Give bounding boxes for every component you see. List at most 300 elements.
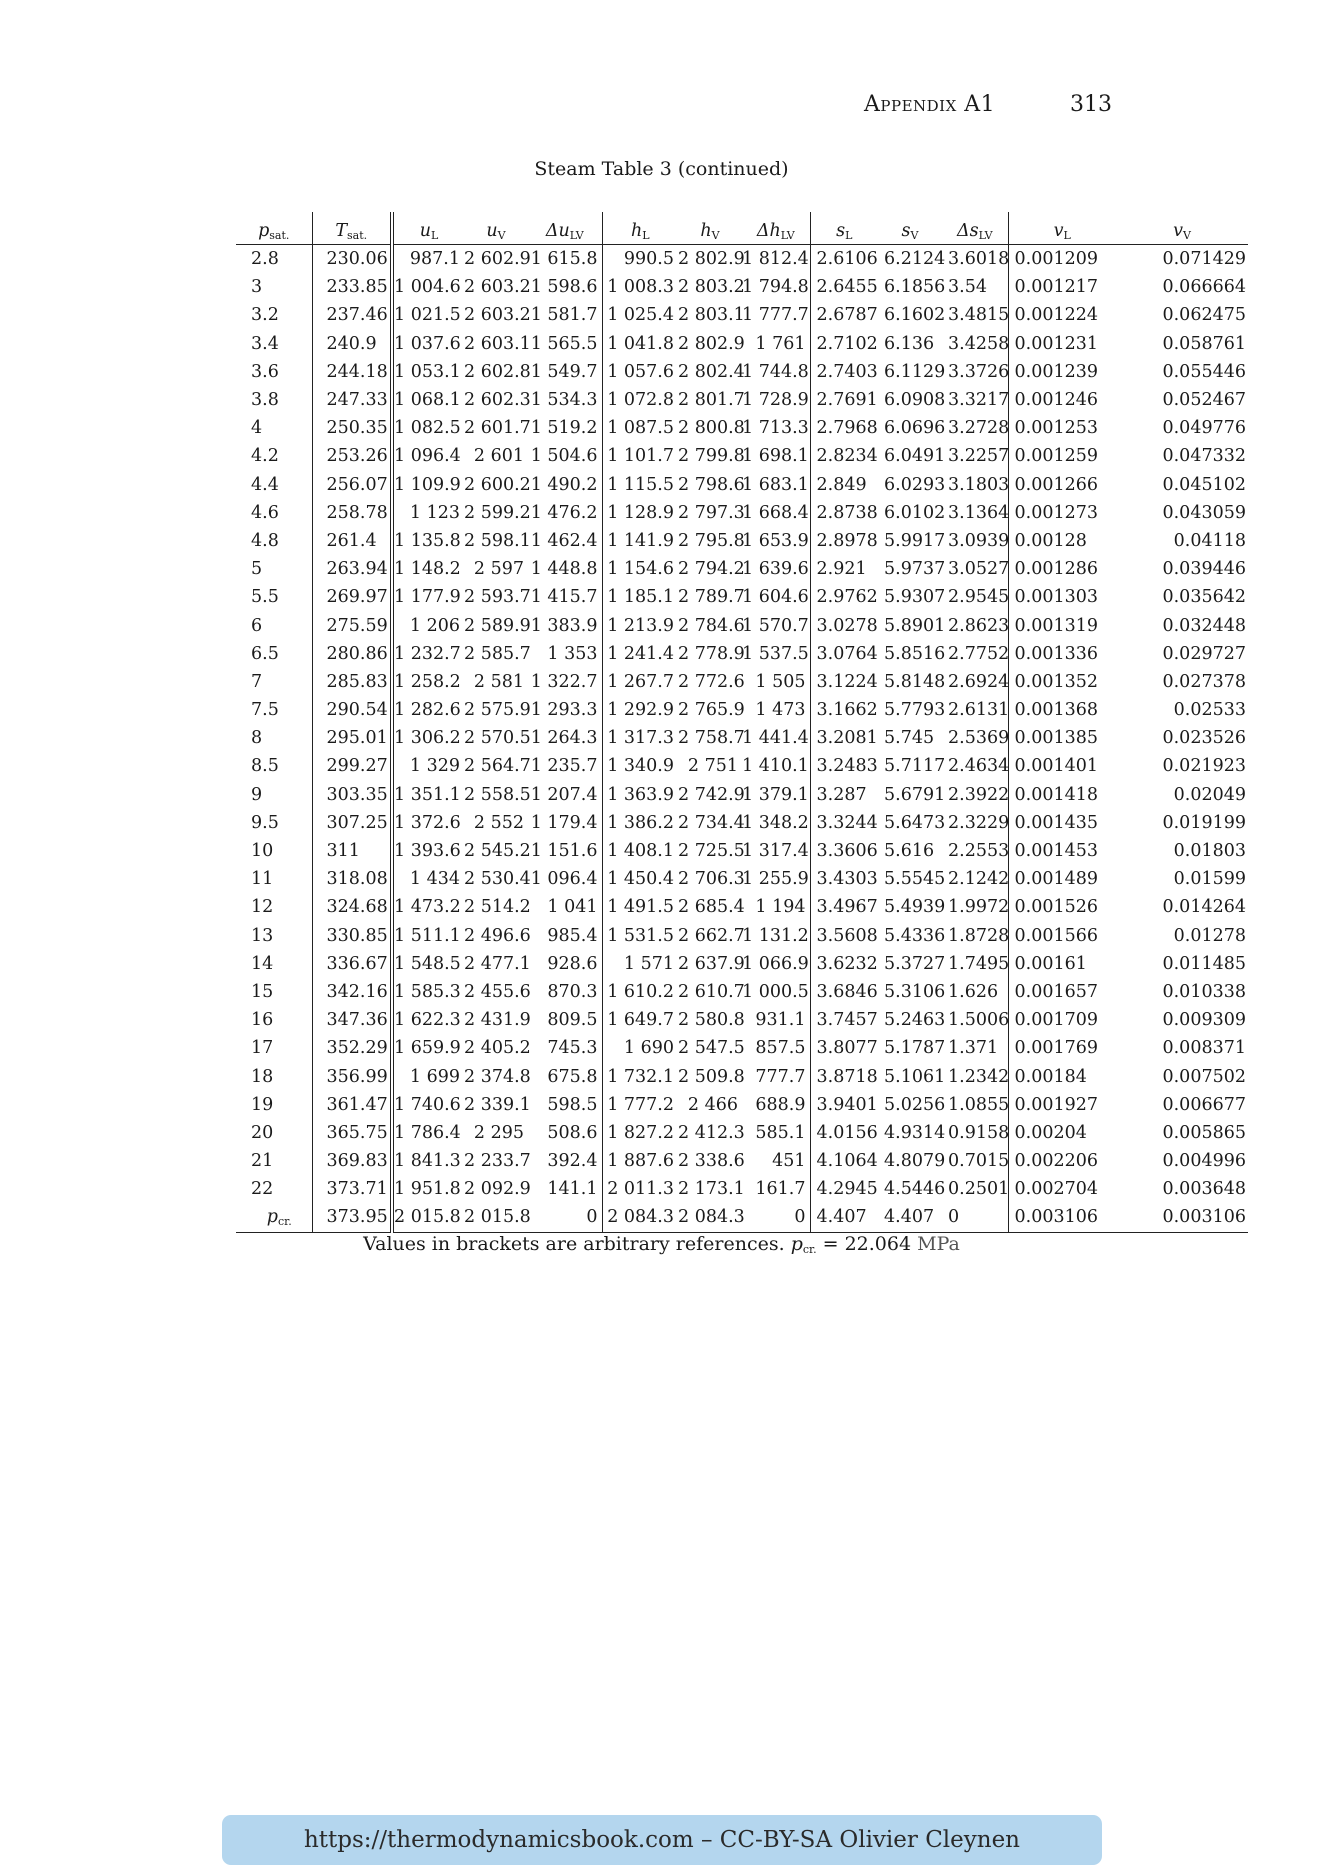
table-cell: 6.1602 — [884, 305, 946, 326]
table-cell: 8.5 — [251, 756, 279, 777]
table-cell: 0.7015 — [948, 1151, 1010, 1172]
table-cell: 2 597 — [473, 559, 524, 580]
table-cell: 324.68 — [312, 893, 392, 921]
table-cell: 2 800.8 — [678, 418, 745, 439]
table-cell: 247.33 — [312, 386, 392, 414]
table-cell: 1 258.2 — [392, 668, 464, 696]
column-header: $p_{sat.}$ — [236, 212, 312, 245]
table-cell: 2.5369 — [948, 728, 1010, 749]
table-cell: 2 598.1 — [464, 530, 531, 551]
table-cell: 1 610.2 — [602, 978, 678, 1006]
table-cell: 22 — [251, 1179, 274, 1200]
table-cell: 1 057.6 — [602, 358, 678, 386]
table-cell: 3.0278 — [810, 611, 878, 639]
table-cell: 3.7457 — [810, 1006, 878, 1034]
table-cell: 336.67 — [312, 950, 392, 978]
table-cell: 3.2483 — [810, 752, 878, 780]
table-cell: 1 087.5 — [602, 414, 678, 442]
table-row — [236, 950, 1248, 978]
table-cell: 8 — [251, 728, 263, 749]
table-cell: 2 801.7 — [678, 390, 745, 411]
table-cell: 0.002206 — [1008, 1147, 1116, 1175]
table-cell: 0.029727 — [1162, 643, 1246, 664]
table-cell: 1 812.4 — [742, 249, 809, 270]
table-row — [236, 301, 1248, 329]
table-cell: 1 141.9 — [602, 527, 678, 555]
table-cell: 1.5006 — [948, 1010, 1010, 1031]
table-cell: 1 434 — [392, 865, 464, 893]
table-cell: 1 131.2 — [742, 925, 809, 946]
table-cell: 369.83 — [312, 1147, 392, 1175]
table-cell: 2.7752 — [948, 643, 1010, 664]
table-cell: 1 115.5 — [602, 471, 678, 499]
table-cell: 0.001566 — [1008, 922, 1116, 950]
table-row — [236, 978, 1248, 1006]
table-cell: 1 177.9 — [392, 583, 464, 611]
table-cell: 361.47 — [312, 1091, 392, 1119]
critical-point-row — [236, 1203, 1248, 1232]
table-cell: 5.4939 — [884, 897, 946, 918]
table-cell: 2.1242 — [948, 869, 1010, 890]
table-cell: 0.001209 — [1008, 245, 1116, 274]
table-cell: 1 037.6 — [392, 330, 464, 358]
table-cell: 0.052467 — [1162, 390, 1246, 411]
table-cell: 1 255.9 — [742, 869, 809, 890]
table-cell: 13 — [251, 925, 274, 946]
table-cell: 2 564.7 — [464, 756, 531, 777]
table-cell: 5.7117 — [884, 756, 946, 777]
table-cell: 1 351.1 — [392, 781, 464, 809]
table-cell: 1 082.5 — [392, 414, 464, 442]
table-cell: 6.0102 — [884, 502, 946, 523]
table-cell: 2.6924 — [948, 671, 1010, 692]
table-cell: 0 — [942, 1203, 1008, 1232]
table-cell: 2 706.3 — [678, 869, 745, 890]
table-cell: 2 797.3 — [678, 502, 745, 523]
table-cell: 233.85 — [312, 273, 392, 301]
table-cell: 0.043059 — [1162, 502, 1246, 523]
table-cell: 1 732.1 — [602, 1062, 678, 1090]
table-cell: 1.371 — [948, 1038, 999, 1059]
table-cell: 1 473 — [755, 700, 806, 721]
table-cell: 1 777.7 — [742, 305, 809, 326]
table-cell: 0.032448 — [1162, 615, 1246, 636]
table-cell: 10 — [251, 841, 274, 862]
table-cell: 1 668.4 — [742, 502, 809, 523]
table-cell: 6 — [251, 615, 263, 636]
table-cell: 1 951.8 — [392, 1175, 464, 1203]
table-cell: 5.9737 — [884, 559, 946, 580]
table-cell: 0.010338 — [1162, 981, 1246, 1002]
table-cell: 809.5 — [547, 1010, 598, 1031]
table-cell: 1 340.9 — [602, 752, 678, 780]
table-cell: 2 545.2 — [464, 841, 531, 862]
table-row — [236, 640, 1248, 668]
table-cell: 2 509.8 — [678, 1066, 745, 1087]
table-cell: 0.001273 — [1008, 499, 1116, 527]
table-cell: 1 096.4 — [392, 442, 464, 470]
table-cell: 1 135.8 — [392, 527, 464, 555]
table-cell: 20 — [251, 1122, 274, 1143]
table-cell: 3.4967 — [810, 893, 878, 921]
table-cell: 1 713.3 — [742, 418, 809, 439]
table-cell: 3.2 — [251, 305, 279, 326]
table-cell: 2 601.7 — [464, 418, 531, 439]
table-row — [236, 1006, 1248, 1034]
table-cell: 3.6846 — [810, 978, 878, 1006]
table-cell: 508.6 — [547, 1122, 598, 1143]
table-cell: 21 — [251, 1151, 274, 1172]
table-row — [236, 696, 1248, 724]
table-cell: 1 887.6 — [602, 1147, 678, 1175]
table-cell: 3.3217 — [948, 390, 1010, 411]
table-cell: 0.001217 — [1008, 273, 1116, 301]
table-cell: 2 795.8 — [678, 530, 745, 551]
table-cell: 0.02533 — [1173, 700, 1246, 721]
table-cell: 15 — [251, 981, 274, 1002]
table-cell: 3.0939 — [948, 530, 1010, 551]
table-cell: 0.00128 — [1008, 527, 1116, 555]
table-cell: 3.0764 — [810, 640, 878, 668]
table-cell: 1 101.7 — [602, 442, 678, 470]
table-cell: 0.005865 — [1162, 1122, 1246, 1143]
table-cell: 2.2553 — [948, 841, 1010, 862]
table-cell: 0.071429 — [1162, 249, 1246, 270]
table-cell: 295.01 — [312, 724, 392, 752]
table-cell: 0 — [742, 1203, 810, 1232]
table-cell: 5.4336 — [884, 925, 946, 946]
table-cell: 280.86 — [312, 640, 392, 668]
table-cell: 2.8623 — [948, 615, 1010, 636]
table-cell: 0.001709 — [1008, 1006, 1116, 1034]
table-cell: 0.019199 — [1162, 812, 1246, 833]
column-header: $\Delta s_{LV}$ — [942, 212, 1008, 245]
table-cell: 0.001319 — [1008, 611, 1116, 639]
table-cell: 5.8148 — [884, 671, 946, 692]
table-cell: 1 148.2 — [392, 555, 464, 583]
table-row — [236, 611, 1248, 639]
table-cell: 2 765.9 — [678, 700, 745, 721]
table-cell: 2.9762 — [810, 583, 878, 611]
table-cell: 1 476.2 — [530, 502, 598, 523]
table-cell: 1 348.2 — [742, 812, 809, 833]
table-cell: 3.3606 — [810, 837, 878, 865]
table-cell: 6.136 — [884, 333, 935, 354]
table-cell: 0.047332 — [1162, 446, 1246, 467]
table-cell: 1 386.2 — [602, 809, 678, 837]
table-cell: 0.007502 — [1162, 1066, 1246, 1087]
table-cell: 16 — [251, 1010, 274, 1031]
table-cell: 1 659.9 — [392, 1034, 464, 1062]
table-cell: 2 339.1 — [464, 1094, 531, 1115]
table-cell: 1.7495 — [948, 953, 1010, 974]
table-cell: 2.8 — [251, 249, 279, 270]
steam-table — [236, 212, 1248, 1233]
table-cell: 299.27 — [312, 752, 392, 780]
table-cell: 1 473.2 — [392, 893, 464, 921]
table-cell: 269.97 — [312, 583, 392, 611]
table-cell: 7.5 — [251, 700, 279, 721]
table-cell: 1 699 — [392, 1062, 464, 1090]
table-cell: 1 410.1 — [742, 756, 809, 777]
table-row — [236, 442, 1248, 470]
table-cell: 4.407 — [878, 1203, 942, 1232]
table-cell: 2.7403 — [810, 358, 878, 386]
footnote-pcr-unit: MPa — [917, 1233, 960, 1255]
table-cell: 2 374.8 — [464, 1066, 531, 1087]
table-cell: 2 015.8 — [392, 1203, 464, 1232]
table-cell: 0.02049 — [1173, 784, 1246, 805]
table-cell: 2.3229 — [948, 812, 1010, 833]
table-cell: 1 740.6 — [392, 1091, 464, 1119]
table-cell: 5.5 — [251, 587, 279, 608]
table-cell: 0.00204 — [1008, 1119, 1116, 1147]
table-cell: 870.3 — [547, 981, 598, 1002]
table-cell: 1 194 — [755, 897, 806, 918]
table-cell: 1 565.5 — [530, 333, 598, 354]
table-cell: 330.85 — [312, 922, 392, 950]
table-cell: 1 213.9 — [602, 611, 678, 639]
table-cell: 0.014264 — [1162, 897, 1246, 918]
table-cell: 1 329 — [392, 752, 464, 780]
table-cell: 1 292.9 — [602, 696, 678, 724]
table-cell: 0.009309 — [1162, 1010, 1246, 1031]
table-cell: 3.6018 — [948, 249, 1010, 270]
table-cell: 1 185.1 — [602, 583, 678, 611]
table-row — [236, 893, 1248, 921]
table-cell: 2 803.1 — [678, 305, 745, 326]
table-cell: 1 622.3 — [392, 1006, 464, 1034]
table-cell: 2 570.5 — [464, 728, 531, 749]
column-header: $T_{sat.}$ — [312, 212, 392, 245]
table-cell: 1 123 — [392, 499, 464, 527]
table-cell: 1 786.4 — [392, 1119, 464, 1147]
table-cell: 0.049776 — [1162, 418, 1246, 439]
column-header: $u_L$ — [392, 212, 464, 245]
table-cell: 3.6232 — [810, 950, 878, 978]
table-cell: 2.6787 — [810, 301, 878, 329]
table-row — [236, 1062, 1248, 1090]
table-cell: 1 519.2 — [530, 418, 598, 439]
table-cell: 1 531.5 — [602, 922, 678, 950]
table-cell: 2 295 — [473, 1122, 524, 1143]
table-cell: 1 235.7 — [530, 756, 598, 777]
table-cell: 342.16 — [312, 978, 392, 1006]
table-cell: 2 552 — [473, 812, 524, 833]
table-cell: 0.001418 — [1008, 781, 1116, 809]
table-cell: 5.9917 — [884, 530, 946, 551]
table-cell: 2 802.9 — [678, 249, 745, 270]
table-cell: 1 415.7 — [530, 587, 598, 608]
column-header: $h_V$ — [678, 212, 742, 245]
table-cell: 3.1662 — [810, 696, 878, 724]
table-cell: 1 207.4 — [530, 784, 598, 805]
footnote-pcr-value: = 22.064 — [822, 1233, 912, 1255]
table-cell: 0.001453 — [1008, 837, 1116, 865]
table-cell: 4.4 — [251, 474, 279, 495]
table-cell: 318.08 — [312, 865, 392, 893]
table-cell: 688.9 — [755, 1094, 806, 1115]
table-cell: 0.055446 — [1162, 361, 1246, 382]
table-cell: 3.4258 — [948, 333, 1010, 354]
table-cell: 1 571 — [602, 950, 678, 978]
table-cell: 1 408.1 — [602, 837, 678, 865]
table-cell: 2 581 — [473, 671, 524, 692]
table-cell: 675.8 — [547, 1066, 598, 1087]
table-cell: 2.6106 — [810, 245, 878, 274]
table-cell: 0.002704 — [1008, 1175, 1116, 1203]
table-cell: 2.7102 — [810, 330, 878, 358]
table-cell: 0.058761 — [1162, 333, 1246, 354]
table-cell: 1 025.4 — [602, 301, 678, 329]
table-cell: 2 799.8 — [678, 446, 745, 467]
table-cell: 0.001657 — [1008, 978, 1116, 1006]
table-row — [236, 273, 1248, 301]
table-cell: 5.5545 — [884, 869, 946, 890]
table-row — [236, 1175, 1248, 1203]
table-cell: 365.75 — [312, 1119, 392, 1147]
table-cell: 1 241.4 — [602, 640, 678, 668]
table-cell: 244.18 — [312, 358, 392, 386]
table-cell: 0.001352 — [1008, 668, 1116, 696]
table-cell: 2 530.4 — [464, 869, 531, 890]
table-row — [236, 865, 1248, 893]
table-cell: 931.1 — [755, 1010, 806, 1031]
table-cell: 585.1 — [755, 1122, 806, 1143]
table-cell: 3.8 — [251, 390, 279, 411]
table-cell: 6.1856 — [884, 277, 946, 298]
table-cell: 5.3727 — [884, 953, 946, 974]
table-cell: 141.1 — [547, 1179, 598, 1200]
table-cell: 2 600.2 — [464, 474, 531, 495]
table-cell: 5.0256 — [884, 1094, 946, 1115]
table-cell: 745.3 — [547, 1038, 598, 1059]
table-row — [236, 922, 1248, 950]
table-cell: 352.29 — [312, 1034, 392, 1062]
table-cell: 0.003648 — [1162, 1179, 1246, 1200]
table-row — [236, 527, 1248, 555]
table-cell: 1 570.7 — [742, 615, 809, 636]
table-cell: 2 477.1 — [464, 953, 531, 974]
table-row — [236, 330, 1248, 358]
table-cell: 1 053.1 — [392, 358, 464, 386]
table-cell: 347.36 — [312, 1006, 392, 1034]
table-cell: 256.07 — [312, 471, 392, 499]
table-cell: 0.027378 — [1162, 671, 1246, 692]
table-cell: 5.3106 — [884, 981, 946, 1002]
table-cell: 3.2728 — [948, 418, 1010, 439]
table-cell: 1 096.4 — [530, 869, 598, 890]
table-cell: 12 — [251, 897, 274, 918]
table-cell: 2 585.7 — [464, 643, 531, 664]
table-cell: 1.2342 — [948, 1066, 1010, 1087]
table-cell: 6.0293 — [884, 474, 946, 495]
column-header: $s_V$ — [878, 212, 942, 245]
table-cell: 0.035642 — [1162, 587, 1246, 608]
table-cell: 1 383.9 — [530, 615, 598, 636]
table-cell: 0.045102 — [1162, 474, 1246, 495]
table-row — [236, 358, 1248, 386]
table-cell: 1 698.1 — [742, 446, 809, 467]
table-cell: 2.8978 — [810, 527, 878, 555]
table-cell: 0.2501 — [948, 1179, 1010, 1200]
table-cell: 0.001259 — [1008, 442, 1116, 470]
table-cell: 3.6 — [251, 361, 279, 382]
table-cell: 985.4 — [547, 925, 598, 946]
table-cell: 2 802.9 — [678, 333, 745, 354]
table-cell: 0.00184 — [1008, 1062, 1116, 1090]
table-cell: 1 505 — [755, 671, 806, 692]
table-cell: 1 639.6 — [742, 559, 809, 580]
table-cell: 1 548.5 — [392, 950, 464, 978]
table-cell: 2.8234 — [810, 442, 878, 470]
table-cell: 2 547.5 — [678, 1038, 745, 1059]
table-cell: 1 504.6 — [530, 446, 598, 467]
table-cell: 1 322.7 — [530, 671, 598, 692]
table-cell: 250.35 — [312, 414, 392, 442]
table-cell: 2 794.2 — [678, 559, 745, 580]
footer-link[interactable]: https://thermodynamicsbook.com – CC-BY-SA Olivier Cleynen — [303, 1827, 1020, 1853]
table-cell: 240.9 — [312, 330, 392, 358]
table-cell: 6.0696 — [884, 418, 946, 439]
table-cell: 2 772.6 — [678, 671, 745, 692]
table-cell: 2 602.3 — [464, 390, 531, 411]
table-row — [236, 414, 1248, 442]
table-cell: 0.008371 — [1162, 1038, 1246, 1059]
table-cell: 3.4 — [251, 333, 279, 354]
table-cell: 307.25 — [312, 809, 392, 837]
table-cell: 0.021923 — [1162, 756, 1246, 777]
table-cell: 4 — [251, 418, 263, 439]
table-cell: 6.1129 — [884, 361, 946, 382]
table-cell: 1 000.5 — [742, 981, 809, 1002]
table-cell: 1 206 — [392, 611, 464, 639]
table-cell: 2.921 — [810, 555, 878, 583]
table-cell: 3.3726 — [948, 361, 1010, 382]
table-cell: 1 448.8 — [530, 559, 598, 580]
table-cell: 2.849 — [810, 471, 878, 499]
table-cell: 1 393.6 — [392, 837, 464, 865]
column-header: $\Delta u_{LV}$ — [528, 212, 602, 245]
table-cell: 6.5 — [251, 643, 279, 664]
table-cell: 3.8077 — [810, 1034, 878, 1062]
table-cell: 6.0908 — [884, 390, 946, 411]
table-cell: 990.5 — [602, 245, 678, 274]
column-header: $\Delta h_{LV}$ — [742, 212, 810, 245]
table-cell: 2 338.6 — [678, 1151, 745, 1172]
table-cell: 2 601 — [473, 446, 524, 467]
appendix-label: Appendix A1 — [864, 92, 996, 117]
table-cell: 987.1 — [392, 245, 464, 274]
table-cell: 275.59 — [312, 611, 392, 639]
table-cell: 5.7793 — [884, 700, 946, 721]
table-cell: 3.2257 — [948, 446, 1010, 467]
table-cell: 2 455.6 — [464, 981, 531, 1002]
table-cell: 2 734.4 — [678, 812, 745, 833]
table-cell: 928.6 — [547, 953, 598, 974]
table-row — [236, 724, 1248, 752]
table-cell: 451 — [772, 1151, 806, 1172]
table-cell: 5.1061 — [884, 1066, 946, 1087]
table-cell: 2.9545 — [948, 587, 1010, 608]
table-cell: 1 511.1 — [392, 922, 464, 950]
table-cell: 1 490.2 — [530, 474, 598, 495]
table-cell: 4.9314 — [884, 1122, 946, 1143]
table-cell: 1 581.7 — [530, 305, 598, 326]
table-cell: 1 585.3 — [392, 978, 464, 1006]
table-cell: 0.04118 — [1173, 530, 1246, 551]
footnote-pcr-symbol: $p_{cr.}$ — [790, 1233, 817, 1256]
